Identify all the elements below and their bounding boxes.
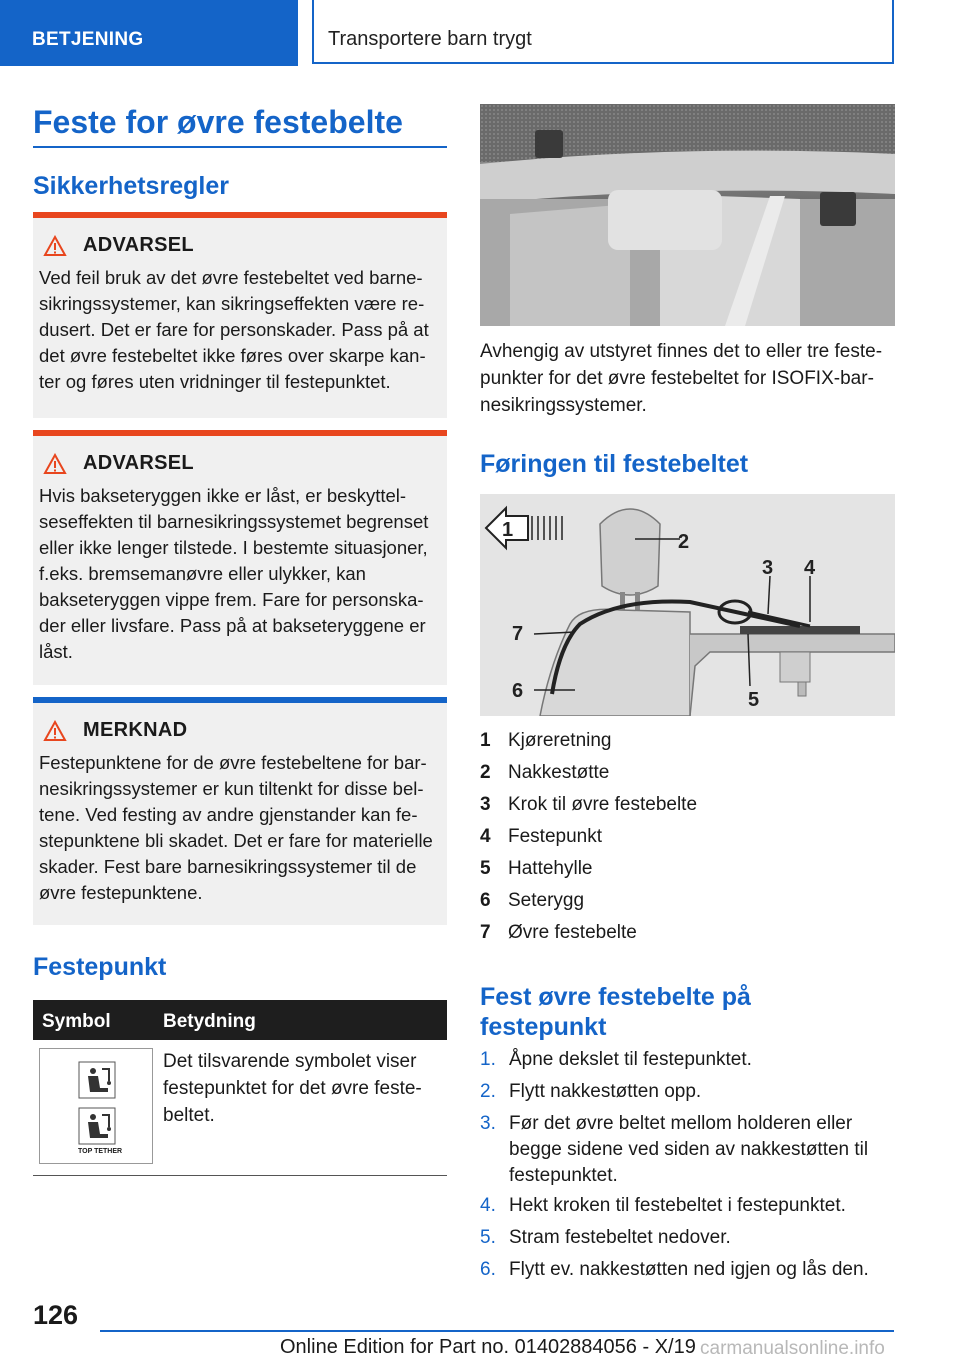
legend-text: Øvre festebelte	[508, 922, 637, 943]
edition-line: Online Edition for Part no. 01402884056 - X/19	[280, 1336, 696, 1358]
table-bottom-rule	[33, 1175, 447, 1176]
step-item	[480, 1257, 900, 1283]
legend-item	[480, 890, 584, 922]
legend-num: 6	[480, 890, 491, 911]
legend-item	[480, 826, 602, 858]
step-text: Før det øvre beltet mellom holderen eller begge sidene ved siden av nakkestøtten til festepunktet.	[509, 1113, 869, 1186]
section-heading-fest	[480, 982, 751, 1042]
legend-text: Krok til øvre festebelte	[508, 794, 698, 815]
chapter-title: Transportere barn trygt	[312, 0, 894, 64]
section-tab: BETJENING	[0, 0, 298, 66]
top-tether-icon	[78, 1107, 116, 1145]
notice-bar	[33, 697, 447, 703]
legend-text: Festepunkt	[508, 826, 602, 847]
step-text: Åpne dekslet til festepunktet.	[509, 1049, 752, 1070]
step-text: Flytt ev. nakkestøtten ned igjen og lås den.	[509, 1259, 869, 1280]
legend-text: Kjøreretning	[508, 730, 612, 751]
legend-item	[480, 922, 637, 954]
diagram-label-3: 3	[762, 557, 774, 579]
notice-label: MERKNAD	[83, 719, 188, 741]
watermark: carmanualsonline.info	[700, 1338, 885, 1359]
warning-text: Ved feil bruk av det øvre festebeltet ved barnesikringssystemer, kan sikringseffekten være redusert. Det er fare for personskader. Pass på at det øvre festebeltet ikke føres over skarpe kanter og føres uten vridninger til festepunktet.	[39, 267, 429, 392]
photo-caption: Avhengig av utstyret finnes det to eller tre festepunkter for det øvre festebeltet for ISOFIX-barnesikringssystemer.	[480, 341, 883, 416]
legend-text: Seterygg	[508, 890, 585, 911]
symbol-cell	[39, 1048, 153, 1164]
step-num: 4.	[480, 1195, 496, 1216]
child-seat-anchor-icon	[78, 1061, 116, 1099]
page-title: Feste for øvre festebelte	[33, 104, 403, 140]
diagram-label-7: 7	[512, 623, 524, 645]
legend-num: 7	[480, 922, 491, 943]
step-item	[480, 1079, 900, 1105]
step-num: 2.	[480, 1081, 496, 1102]
section-heading-foringen: Føringen til festebeltet	[480, 450, 749, 478]
warning-bar	[33, 212, 447, 218]
step-text: Hekt kroken til festebeltet i festepunktet.	[509, 1195, 846, 1216]
legend-text: Hattehylle	[508, 858, 593, 879]
col-meaning-header: Betydning	[163, 1011, 256, 1032]
legend-num: 4	[480, 826, 491, 847]
legend-num: 5	[480, 858, 491, 879]
step-text: Flytt nakkestøtten opp.	[509, 1081, 702, 1102]
legend-item	[480, 730, 612, 762]
warning-bar	[33, 430, 447, 436]
diagram-label-2: 2	[678, 531, 690, 553]
title-rule	[33, 146, 447, 148]
section-heading-festepunkt: Festepunkt	[33, 953, 167, 981]
table-header	[33, 1000, 447, 1040]
diagram-label-4: 4	[804, 557, 816, 579]
section-heading-sikkerhet: Sikkerhetsregler	[33, 172, 229, 200]
step-num: 1.	[480, 1049, 496, 1070]
legend-item	[480, 858, 593, 890]
legend-item	[480, 794, 697, 826]
legend-item	[480, 762, 609, 794]
legend-num: 3	[480, 794, 491, 815]
col-symbol-header: Symbol	[42, 1011, 111, 1032]
warning-triangle-icon	[43, 235, 67, 257]
warning-label: ADVARSEL	[83, 234, 194, 256]
warning-box-1	[33, 212, 447, 418]
step-item	[480, 1193, 900, 1219]
heading-line: festepunkt	[480, 1013, 607, 1041]
notice-text: Festepunktene for de øvre festebeltene for barnesikringssystemer er kun tiltenkt for disse beltene. Ved festing av andre gjenstander kan festepunktene bli skadet. Det er fare for materielle skader. Fest bare barnesikringssystemer til de øvre festepunktene.	[39, 752, 433, 903]
diagram-label-5: 5	[748, 689, 760, 711]
rear-shelf-photo	[480, 104, 895, 326]
diagram-label-6: 6	[512, 680, 524, 702]
warning-triangle-icon	[43, 453, 67, 475]
footer-rule	[100, 1330, 894, 1332]
step-num: 6.	[480, 1259, 496, 1280]
meaning-cell: Det tilsvarende symbolet viser festepunktet for det øvre festebeltet.	[163, 1051, 422, 1126]
step-item	[480, 1047, 900, 1073]
legend-num: 1	[480, 730, 491, 751]
step-item	[480, 1111, 900, 1189]
step-num: 5.	[480, 1227, 496, 1248]
step-num: 3.	[480, 1113, 496, 1134]
top-tether-caption: TOP TETHER	[78, 1148, 123, 1155]
warning-text: Hvis bakseteryggen ikke er låst, er beskyttelseseffekten til barnesikringssystemet begrenset eller ikke lenger tilstede. I bestemte situasjoner, f.eks. bremsemanøvre eller ulykker, kan bakseteryggen vippe frem. Fare for personskader eller livsfare. Pass på at bakseteryggene er låst.	[39, 485, 429, 662]
warning-label: ADVARSEL	[83, 452, 194, 474]
legend-num: 2	[480, 762, 491, 783]
legend-text: Nakkestøtte	[508, 762, 610, 783]
page-number: 126	[33, 1300, 79, 1330]
warning-box-2	[33, 430, 447, 685]
diagram-label-1: 1	[502, 519, 514, 541]
notice-box	[33, 697, 447, 925]
notice-triangle-icon	[43, 720, 67, 742]
step-text: Stram festebeltet nedover.	[509, 1227, 731, 1248]
step-item	[480, 1225, 900, 1251]
heading-line: Fest øvre festebelte på	[480, 983, 751, 1011]
belt-routing-diagram	[480, 494, 895, 716]
